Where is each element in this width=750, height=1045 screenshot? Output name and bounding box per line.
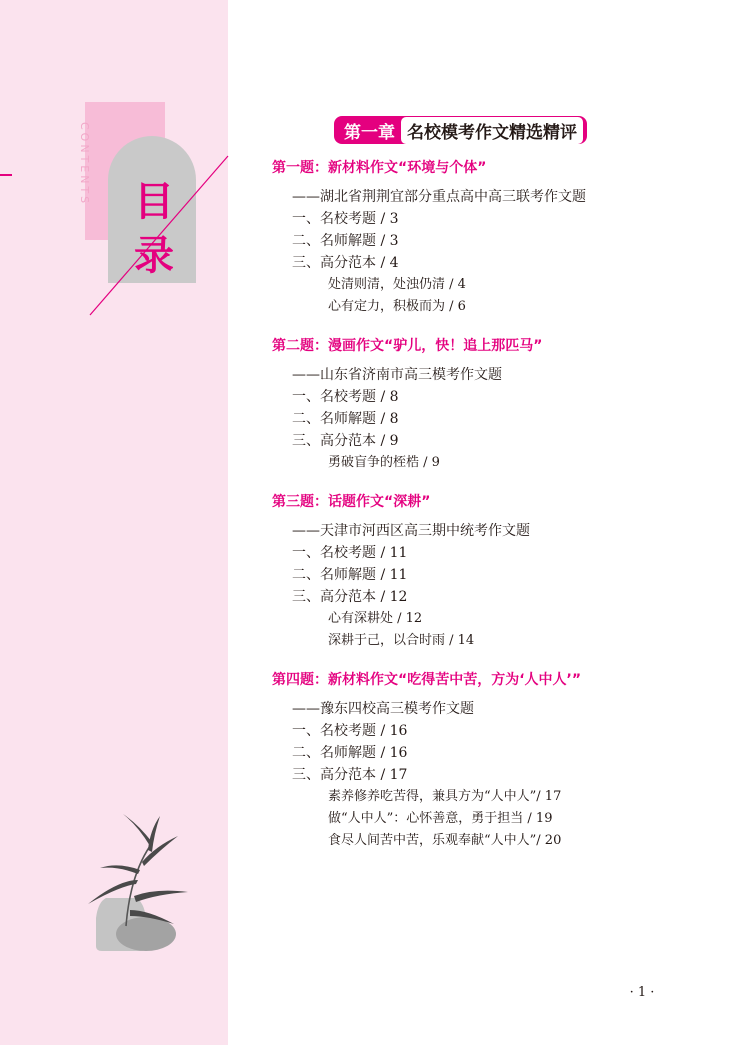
toc-content (272, 156, 732, 868)
topic-source: ——豫东四校高三模考作文题 (292, 701, 474, 717)
topic-title: 第二题：漫画作文“驴儿，快！追上那匹马” (272, 338, 543, 354)
toc-entry: 一、名校考题 / 8 (292, 389, 399, 405)
toc-topic-3 (272, 490, 732, 652)
toc-entry: 一、名校考题 / 11 (292, 545, 408, 561)
toc-entry: 一、名校考题 / 16 (292, 723, 408, 739)
toc-entry: 三、高分范本 / 12 (292, 589, 408, 605)
topic-title: 第三题：话题作文“深耕” (272, 494, 431, 510)
mulu-char-2: 录 (134, 233, 174, 279)
toc-subentry: 心有定力，积极而为 / 6 (328, 299, 466, 314)
toc-entry: 二、名师解题 / 3 (292, 233, 399, 249)
toc-entry: 三、高分范本 / 9 (292, 433, 399, 449)
chapter-number: 第一章 (344, 122, 395, 143)
topic-source: ——湖北省荆荆宜部分重点高中高三联考作文题 (292, 189, 586, 205)
toc-subentry: 食尽人间苦中苦，乐观奉献“人中人”/ 20 (328, 833, 562, 848)
toc-entry: 二、名师解题 / 11 (292, 567, 408, 583)
toc-topic-4 (272, 668, 732, 852)
topic-title: 第四题：新材料作文“吃得苦中苦，方为‘人中人’” (272, 672, 582, 688)
toc-entry: 三、高分范本 / 17 (292, 767, 408, 783)
toc-subentry: 素养修养吃苦得，兼具方为“人中人”/ 17 (328, 789, 562, 804)
chapter-banner (334, 116, 587, 144)
toc-subentry: 处清则清，处浊仍清 / 4 (328, 277, 466, 292)
toc-topic-2 (272, 334, 732, 474)
toc-subentry: 深耕于己，以合时雨 / 14 (328, 633, 475, 648)
toc-entry: 二、名师解题 / 8 (292, 411, 399, 427)
toc-topic-1 (272, 156, 732, 318)
plant-vase-icon (78, 806, 198, 956)
contents-label: CONTENTS (78, 122, 91, 207)
topic-source: ——山东省济南市高三模考作文题 (292, 367, 502, 383)
toc-subentry: 做“人中人”：心怀善意，勇于担当 / 19 (328, 811, 553, 826)
toc-entry: 二、名师解题 / 16 (292, 745, 408, 761)
mulu-char-1: 目 (134, 179, 174, 225)
toc-subentry: 勇破盲争的桎梏 / 9 (328, 455, 440, 470)
topic-title: 第一题：新材料作文“环境与个体” (272, 160, 487, 176)
toc-entry: 一、名校考题 / 3 (292, 211, 399, 227)
chapter-title: 名校模考作文精选精评 (401, 117, 583, 144)
topic-source: ——天津市河西区高三期中统考作文题 (292, 523, 530, 539)
toc-subentry: 心有深耕处 / 12 (328, 611, 423, 626)
page-number: · 1 · (629, 985, 655, 1000)
toc-entry: 三、高分范本 / 4 (292, 255, 399, 271)
